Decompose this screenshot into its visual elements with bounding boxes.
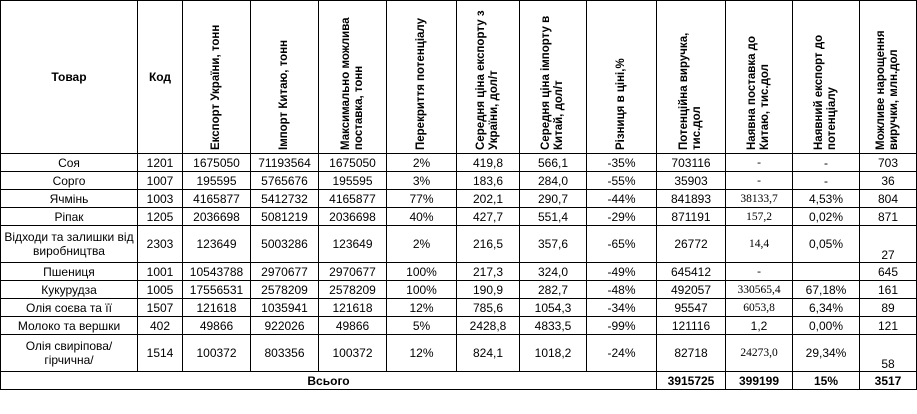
cell-share: - <box>793 154 860 172</box>
cell-overlap: 12% <box>387 299 457 317</box>
table-row <box>1 172 917 190</box>
cell-revenue: 82718 <box>657 335 726 372</box>
cell-actual-supply: 24273,0 <box>726 335 793 372</box>
cell-max-supply: 4165877 <box>319 190 387 208</box>
cell-export: 100372 <box>183 335 251 372</box>
cell-possible: 871 <box>860 208 917 226</box>
cell-product: Відходи та залишки від виробництва <box>1 226 138 263</box>
cell-share: 67,18% <box>793 281 860 299</box>
cell-revenue: 492057 <box>657 281 726 299</box>
cell-export-price: 419,8 <box>457 154 520 172</box>
cell-export: 121618 <box>183 299 251 317</box>
cell-max-supply: 123649 <box>319 226 387 263</box>
cell-max-supply: 1675050 <box>319 154 387 172</box>
cell-max-supply: 121618 <box>319 299 387 317</box>
cell-revenue: 703116 <box>657 154 726 172</box>
header-row <box>1 1 917 154</box>
header-actual-export-share: Наявний експорт до потенціалу <box>793 1 860 154</box>
cell-code: 1201 <box>138 154 183 172</box>
cell-export-price: 216,5 <box>457 226 520 263</box>
cell-possible: 58 <box>860 335 917 372</box>
total-actual-supply: 399199 <box>726 372 793 390</box>
cell-import: 2578209 <box>251 281 319 299</box>
cell-import: 5081219 <box>251 208 319 226</box>
cell-share: 0,02% <box>793 208 860 226</box>
cell-import-price: 290,7 <box>520 190 587 208</box>
cell-product: Олія соєва та її <box>1 299 138 317</box>
header-actual-supply: Наявна поставка до Китаю, тис.дол <box>726 1 793 154</box>
cell-product: Ріпак <box>1 208 138 226</box>
total-label: Всього <box>1 372 657 390</box>
table-row <box>1 263 917 281</box>
cell-export-price: 202,1 <box>457 190 520 208</box>
cell-overlap: 2% <box>387 226 457 263</box>
table-row <box>1 335 917 372</box>
cell-actual-supply: 1,2 <box>726 317 793 335</box>
table-row <box>1 281 917 299</box>
cell-code: 1003 <box>138 190 183 208</box>
cell-overlap: 2% <box>387 154 457 172</box>
cell-product: Олія свиріпова/гірчична/ <box>1 335 138 372</box>
cell-product: Соя <box>1 154 138 172</box>
cell-actual-supply: 157,2 <box>726 208 793 226</box>
cell-possible: 36 <box>860 172 917 190</box>
cell-possible: 121 <box>860 317 917 335</box>
table-row <box>1 208 917 226</box>
cell-import: 5412732 <box>251 190 319 208</box>
table-row <box>1 299 917 317</box>
cell-actual-supply: - <box>726 263 793 281</box>
cell-share: 6,34% <box>793 299 860 317</box>
cell-export: 195595 <box>183 172 251 190</box>
cell-export-price: 217,3 <box>457 263 520 281</box>
cell-max-supply: 195595 <box>319 172 387 190</box>
cell-export: 2036698 <box>183 208 251 226</box>
total-row <box>1 372 917 390</box>
cell-import-price: 566,1 <box>520 154 587 172</box>
cell-code: 1007 <box>138 172 183 190</box>
cell-import-price: 324,0 <box>520 263 587 281</box>
cell-import: 1035941 <box>251 299 319 317</box>
cell-actual-supply: - <box>726 154 793 172</box>
cell-price-diff: -49% <box>587 263 657 281</box>
header-potential-revenue: Потенційна виручка, тис.дол <box>657 1 726 154</box>
cell-actual-supply: 14,4 <box>726 226 793 263</box>
header-max-supply: Максимально можлива поставка, тонн <box>319 1 387 154</box>
cell-revenue: 841893 <box>657 190 726 208</box>
cell-actual-supply: 38133,7 <box>726 190 793 208</box>
cell-export-price: 824,1 <box>457 335 520 372</box>
cell-export: 17556531 <box>183 281 251 299</box>
cell-max-supply: 49866 <box>319 317 387 335</box>
cell-overlap: 100% <box>387 263 457 281</box>
cell-price-diff: -35% <box>587 154 657 172</box>
cell-revenue: 121116 <box>657 317 726 335</box>
cell-actual-supply: 6053,8 <box>726 299 793 317</box>
cell-price-diff: -44% <box>587 190 657 208</box>
table-row <box>1 317 917 335</box>
cell-export: 4165877 <box>183 190 251 208</box>
cell-product: Пшениця <box>1 263 138 281</box>
cell-product: Кукурудза <box>1 281 138 299</box>
cell-import-price: 282,7 <box>520 281 587 299</box>
cell-share: 0,00% <box>793 317 860 335</box>
cell-overlap: 40% <box>387 208 457 226</box>
cell-share: - <box>793 172 860 190</box>
cell-possible: 27 <box>860 226 917 263</box>
cell-code: 1205 <box>138 208 183 226</box>
cell-export-price: 183,6 <box>457 172 520 190</box>
header-avg-import-price: Середня ціна імпорту в Китай, дол/т <box>520 1 587 154</box>
cell-code: 1001 <box>138 263 183 281</box>
cell-price-diff: -34% <box>587 299 657 317</box>
cell-code: 402 <box>138 317 183 335</box>
cell-revenue: 871191 <box>657 208 726 226</box>
cell-share: 0,05% <box>793 226 860 263</box>
cell-product: Ячмінь <box>1 190 138 208</box>
cell-price-diff: -55% <box>587 172 657 190</box>
header-price-diff: Різниця в ціні,% <box>587 1 657 154</box>
cell-product: Сорго <box>1 172 138 190</box>
cell-import: 5003286 <box>251 226 319 263</box>
cell-export-price: 785,6 <box>457 299 520 317</box>
total-possible: 3517 <box>860 372 917 390</box>
cell-price-diff: -48% <box>587 281 657 299</box>
cell-possible: 703 <box>860 154 917 172</box>
cell-overlap: 3% <box>387 172 457 190</box>
cell-max-supply: 2036698 <box>319 208 387 226</box>
cell-overlap: 100% <box>387 281 457 299</box>
cell-actual-supply: - <box>726 172 793 190</box>
cell-export-price: 2428,8 <box>457 317 520 335</box>
cell-price-diff: -65% <box>587 226 657 263</box>
cell-code: 1005 <box>138 281 183 299</box>
cell-import-price: 4833,5 <box>520 317 587 335</box>
cell-revenue: 26772 <box>657 226 726 263</box>
cell-export: 1675050 <box>183 154 251 172</box>
cell-share: 29,34% <box>793 335 860 372</box>
cell-overlap: 12% <box>387 335 457 372</box>
cell-import-price: 1018,2 <box>520 335 587 372</box>
cell-import: 71193564 <box>251 154 319 172</box>
total-revenue: 3915725 <box>657 372 726 390</box>
cell-code: 2303 <box>138 226 183 263</box>
cell-price-diff: -99% <box>587 317 657 335</box>
cell-max-supply: 2970677 <box>319 263 387 281</box>
cell-possible: 804 <box>860 190 917 208</box>
cell-product: Молоко та вершки <box>1 317 138 335</box>
cell-import: 803356 <box>251 335 319 372</box>
cell-export-price: 190,9 <box>457 281 520 299</box>
cell-import: 922026 <box>251 317 319 335</box>
header-possible-revenue: Можливе нарощення виручки, млн.дол <box>860 1 917 154</box>
cell-code: 1507 <box>138 299 183 317</box>
cell-export-price: 427,7 <box>457 208 520 226</box>
header-potential-overlap: Перекриття потенціалу <box>387 1 457 154</box>
cell-share: 4,53% <box>793 190 860 208</box>
cell-revenue: 95547 <box>657 299 726 317</box>
cell-max-supply: 100372 <box>319 335 387 372</box>
table-row <box>1 190 917 208</box>
cell-revenue: 645412 <box>657 263 726 281</box>
header-avg-export-price: Середня ціна експорту з України, дол/т <box>457 1 520 154</box>
header-china-import: Імпорт Китаю, тонн <box>251 1 319 154</box>
header-code: Код <box>138 1 183 154</box>
cell-code: 1514 <box>138 335 183 372</box>
cell-overlap: 77% <box>387 190 457 208</box>
cell-possible: 161 <box>860 281 917 299</box>
table-row <box>1 226 917 263</box>
cell-import: 2970677 <box>251 263 319 281</box>
cell-possible: 89 <box>860 299 917 317</box>
cell-overlap: 5% <box>387 317 457 335</box>
cell-import: 5765676 <box>251 172 319 190</box>
cell-share <box>793 263 860 281</box>
cell-import-price: 284,0 <box>520 172 587 190</box>
cell-price-diff: -24% <box>587 335 657 372</box>
cell-possible: 645 <box>860 263 917 281</box>
cell-export: 10543788 <box>183 263 251 281</box>
cell-actual-supply: 330565,4 <box>726 281 793 299</box>
header-ukraine-export: Експорт України, тонн <box>183 1 251 154</box>
cell-max-supply: 2578209 <box>319 281 387 299</box>
cell-export: 123649 <box>183 226 251 263</box>
table-row <box>1 154 917 172</box>
cell-import-price: 551,4 <box>520 208 587 226</box>
cell-import-price: 1054,3 <box>520 299 587 317</box>
header-product: Товар <box>1 1 138 154</box>
cell-export: 49866 <box>183 317 251 335</box>
total-share: 15% <box>793 372 860 390</box>
cell-import-price: 357,6 <box>520 226 587 263</box>
cell-revenue: 35903 <box>657 172 726 190</box>
cell-price-diff: -29% <box>587 208 657 226</box>
